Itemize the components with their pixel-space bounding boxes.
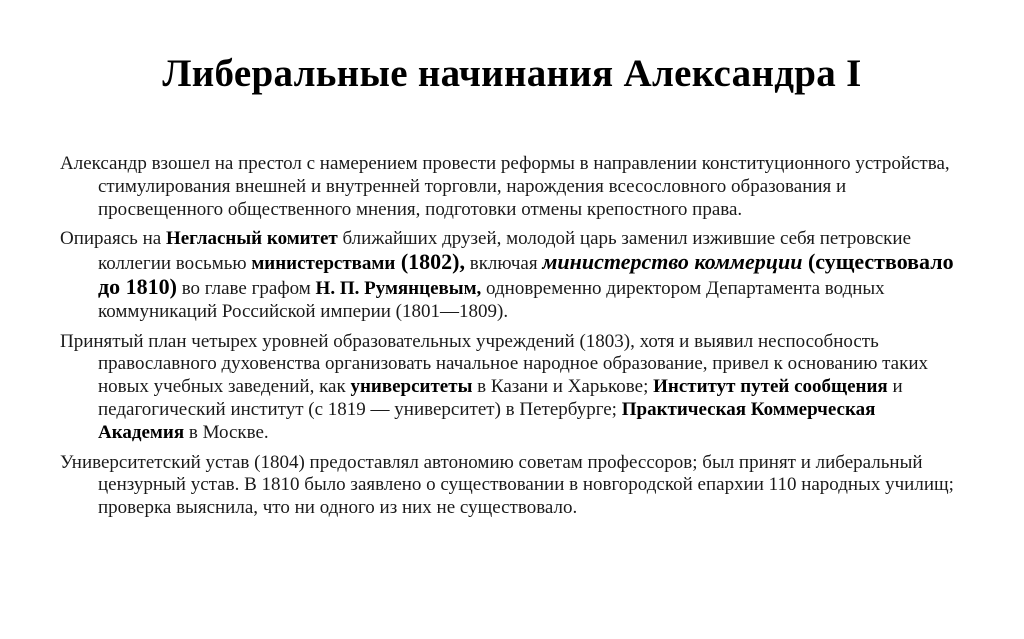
p2-bold-rumyantsev: Н. П. Румянцевым, [315, 277, 482, 299]
p2-text-2: ближайших друзей, молодой царь заменил изжившие себя петровские коллегии восьмью [98, 228, 912, 275]
p2-text-4: во главе графом [176, 277, 316, 299]
p3-text-3: и педагогический институт (с 1819 — университет) в Петербурге; [98, 376, 903, 420]
p2-text-3: включая [464, 253, 543, 275]
slide-body [60, 153, 960, 527]
paragraph-1 [60, 153, 960, 221]
p2-bold-existed-until: (существовало до 1810) [98, 249, 954, 299]
p2-bold-italic-commerce-ministry: министерство коммерции [542, 249, 803, 275]
p2-text-1: Опираясь на [60, 228, 166, 250]
paragraph-4 [60, 452, 960, 520]
p3-text-2: в Казани и Харькове; [472, 376, 654, 398]
p3-bold-universities: университеты [350, 376, 473, 398]
paragraph-4-text: Университетский устав (1804) предоставлял автономию советам профессоров; был принят и либеральный цензурный устав. В 1810 было заявлено о существовании в новгородской епархии 110 народных училищ; проверка выяснила, что ни одного из них не существовало. [60, 451, 954, 519]
paragraph-2 [60, 228, 960, 323]
slide-title: Либеральные начинания Александра I [162, 52, 862, 95]
p3-bold-academy: Практическая Коммерческая Академия [98, 398, 876, 443]
p3-text-4: в Москве. [184, 421, 269, 443]
paragraph-3 [60, 331, 960, 445]
p2-bold-year-1802: (1802), [395, 249, 465, 275]
paragraph-1-text: Александр взошел на престол с намерением провести реформы в направлении конституционного устройства, стимулирования внешней и внутренней торговли, нарождения всесословного образования и просвещенного общественного мнения, подготовки отмены крепостного права. [60, 153, 950, 220]
p2-bold-ministries: министерствами [251, 253, 396, 275]
p3-text-1: Принятый план четырех уровней образовательных учреждений (1803), хотя и выявил неспособность православного духовенства организовать начальное народное образование, привел к основанию таких новых учебных заведений, как [60, 330, 929, 398]
p2-text-5: одновременно директором Департамента водных коммуникаций Российской империи (1801—1809). [98, 277, 885, 322]
p3-bold-institute: Институт путей сообщения [653, 376, 888, 398]
p2-bold-secret-committee: Негласный комитет [165, 228, 338, 250]
